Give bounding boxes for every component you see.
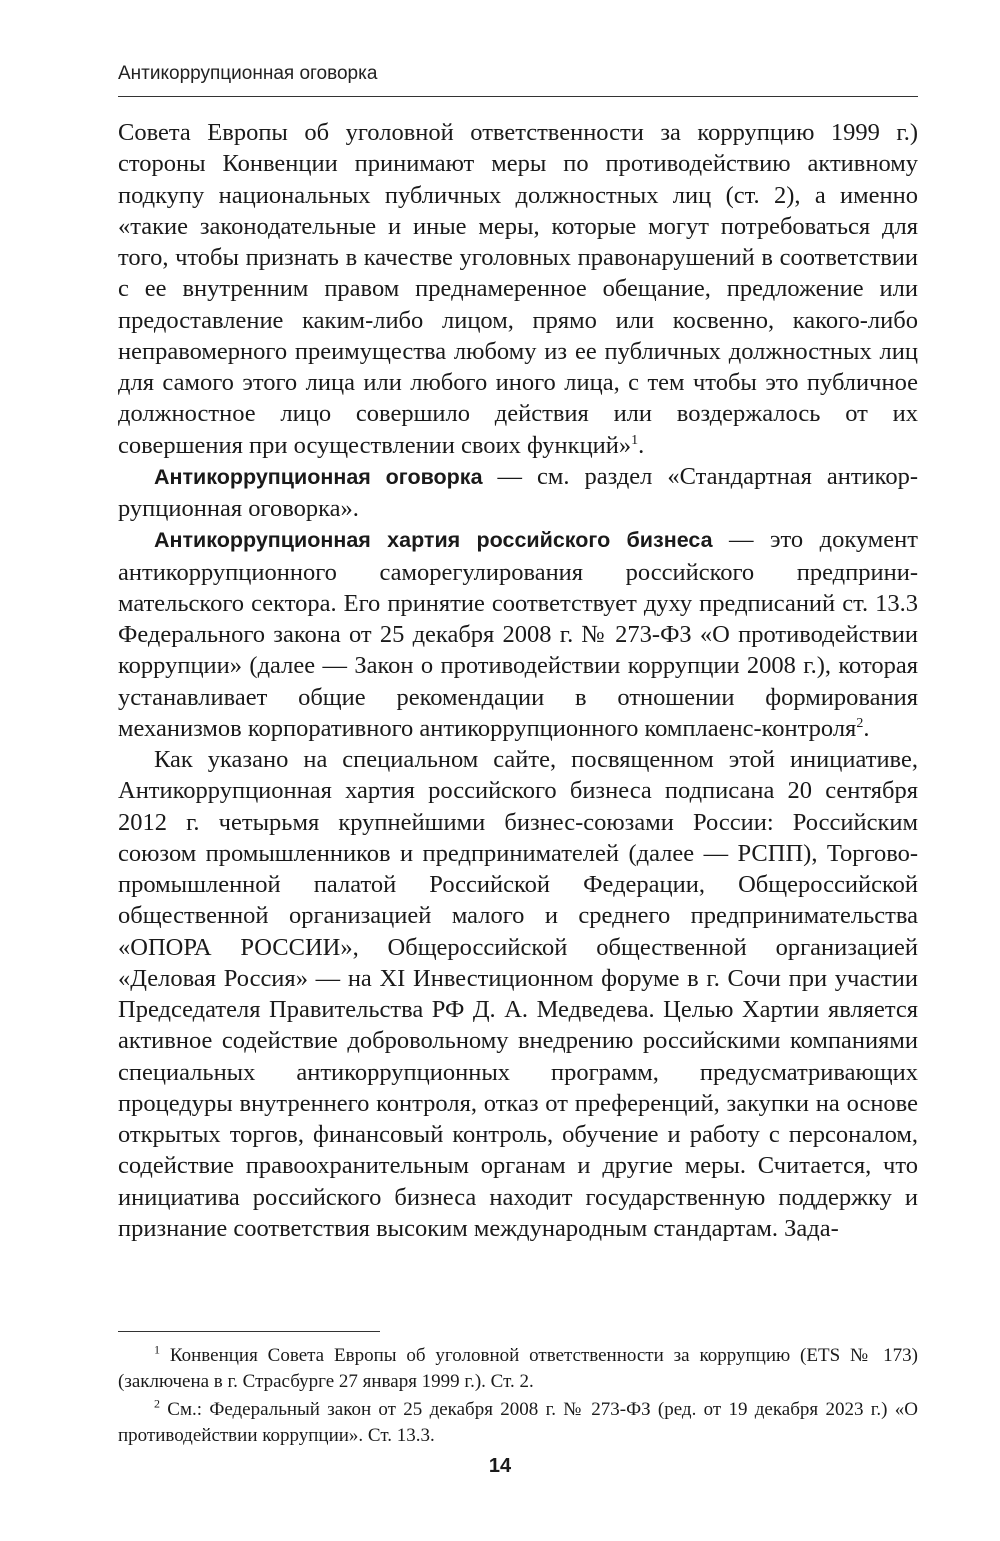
- header-divider: [118, 96, 918, 97]
- footnotes: [118, 1343, 918, 1451]
- footnote-2-text: См.: Федеральный закон от 25 декабря 2008 г. № 273-ФЗ (ред. от 19 декабря 2023 г.) «О противодействии коррупции». Ст. 13.3.: [118, 1399, 918, 1446]
- paragraph-2-text: — см. раздел «Стандартная антикоррупционная оговорка».: [118, 462, 918, 522]
- footnote-1-text: Конвенция Совета Европы об уголовной ответственности за коррупцию (ETS № 173) (заключена в г. Страсбурге 27 января 1999 г.). Ст. 2.: [118, 1345, 918, 1392]
- running-header: Антикоррупционная оговорка: [118, 63, 378, 84]
- footnote-2-mark: 2: [154, 1396, 160, 1411]
- paragraph-3-tail: .: [863, 714, 870, 742]
- footnote-2: [118, 1397, 918, 1448]
- footnote-ref-2[interactable]: 2: [856, 715, 864, 731]
- term-anticorruption-charter: Антикоррупционная хартия российского бизнеса: [154, 528, 713, 553]
- footnote-1-mark: 1: [154, 1342, 160, 1357]
- paragraph-2: [118, 461, 918, 525]
- paragraph-1-tail: .: [638, 431, 645, 459]
- paragraph-3-text: — это документ антикоррупционного саморегулирования российского предпринимательского сектора. Его принятие соответствует духу предписаний ст. 13.3 Федерального закона от 25 декабря 2008 г. № 273-ФЗ «О противодействии коррупции» (далее — Закон о противодействии коррупции 2008 г.), которая устанавливает общие рекомендации в отношении формирования механизмов корпоративного антикоррупционного комплаенс-контроля: [118, 526, 918, 742]
- footnote-ref-1[interactable]: 1: [631, 432, 639, 448]
- main-text: [118, 117, 918, 1244]
- footnote-divider: [118, 1331, 380, 1332]
- term-anticorruption-clause: Антикоррупционная оговорка: [154, 464, 483, 489]
- paragraph-1-text: Совета Европы об уголовной ответственности за коррупцию 1999 г.) стороны Конвенции принимают меры по противодействию активному подкупу национальных публичных должностных лиц (ст. 2), а именно «такие законодательные и иные меры, которые могут потребоваться для того, чтобы признать в качестве уголовных правонарушений в соответствии с ее внутренним правом преднамеренное обещание, предложение или предоставление каким-либо лицом, прямо или косвенно, какого-либо неправомерного преимущества любому из ее публичных должностных лиц для самого этого лица или любого иного лица, с тем чтобы это публичное должностное лицо совершило действия или воздержалось от их совершения при осуществлении своих функций»: [118, 119, 918, 459]
- footnote-1: [118, 1343, 918, 1394]
- paragraph-1: [118, 117, 918, 461]
- paragraph-4: [118, 744, 918, 1244]
- page-number: 14: [488, 1455, 512, 1477]
- paragraph-4-text: Как указано на специальном сайте, посвященном этой инициативе, Антикоррупционная хартия российского бизнеса подписана 20 сентября 2012 г. четырьмя крупнейшими бизнес-союзами России: Российским союзом промышленников и предпринимателей (далее — РСПП), Торгово-промышленной палатой Российской Федерации, Общероссийской общественной организацией малого и среднего предпринимательства «ОПОРА РОССИИ», Общероссийской общественной организацией «Деловая Россия» — на XI Инвестиционном форуме в г. Сочи при участии Председателя Правительства РФ Д. А. Медведева. Целью Хартии является активное содействие добровольному внедрению российскими компаниями специальных антикоррупционных программ, предусматривающих процедуры внутреннего контроля, отказ от преференций, закупки на основе открытых торгов, финансовый контроль, обучение и работу с персоналом, содействие правоохранительным органам и другие меры. Считается, что инициатива российского бизнеса находит государственную поддержку и признание соответствия высоким международным стандартам. Зада-: [118, 746, 918, 1242]
- paragraph-3: [118, 524, 918, 744]
